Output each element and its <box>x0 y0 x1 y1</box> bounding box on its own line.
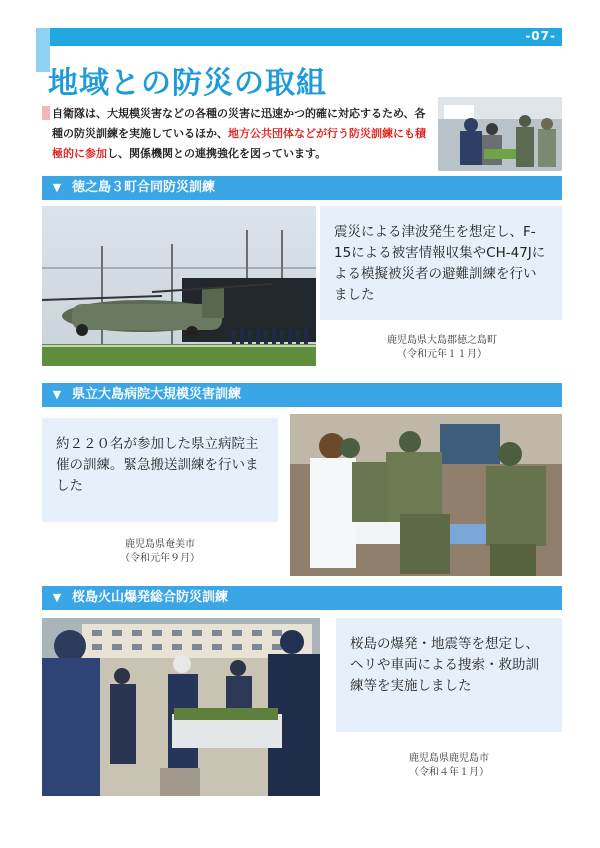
section-heading-sakurajima <box>42 586 562 610</box>
photo-hospital-drill <box>290 414 562 576</box>
photo-caption-3 <box>336 752 562 780</box>
page-number: -07- <box>525 29 556 43</box>
caption-location: 鹿児島県大島郡徳之島町 <box>387 335 497 346</box>
photo-helicopter-drill <box>42 206 316 366</box>
triangle-down-icon: ▼ <box>52 591 62 604</box>
section-title: 桜島火山爆発総合防災訓練 <box>72 590 229 605</box>
caption-date: （令和４年１月） <box>409 767 489 778</box>
section-title: 県立大島病院大規模災害訓練 <box>72 387 242 402</box>
intro-photo <box>438 97 562 171</box>
caption-location: 鹿児島県奄美市 <box>125 539 195 550</box>
caption-date: （令和元年９月） <box>120 553 200 564</box>
section-description-3: 桜島の爆発・地震等を想定し、ヘリや車両による捜索・救助訓練等を実施しました <box>336 618 562 732</box>
section-heading-oshima-hospital <box>42 383 562 407</box>
photo-sakurajima-drill <box>42 618 320 796</box>
caption-location: 鹿児島県鹿児島市 <box>409 753 489 764</box>
caption-date: （令和元年１１月） <box>397 349 487 360</box>
top-banner <box>36 28 562 46</box>
section-description-1: 震災による津波発生を想定し、F-15による被害情報収集やCH-47Jによる模擬被災者の避難訓練を行いました <box>320 206 562 320</box>
section-title: 徳之島３町合同防災訓練 <box>72 180 216 195</box>
photo-caption-2 <box>42 538 278 566</box>
triangle-down-icon: ▼ <box>52 181 62 194</box>
photo-caption-1 <box>322 334 562 362</box>
intro-highlight: 地方公共団体などが行う防災訓練にも積極的に参加 <box>52 127 426 160</box>
intro-text-2: し、関係機関との連携強化を図っています。 <box>107 147 327 160</box>
page-title: 地域との防災の取組 <box>48 66 327 101</box>
triangle-down-icon: ▼ <box>52 388 62 401</box>
section-description-2: 約２２０名が参加した県立病院主催の訓練。緊急搬送訓練を行いました <box>42 418 278 522</box>
section-heading-tokunoshima <box>42 176 562 200</box>
intro-marker <box>42 106 50 120</box>
intro-paragraph <box>52 104 432 164</box>
intro-text-1: 自衛隊は、大規模災害などの各種の災害に迅速かつ的確に対応するため、各種の防災訓練を実施しているほか、 <box>52 107 426 140</box>
